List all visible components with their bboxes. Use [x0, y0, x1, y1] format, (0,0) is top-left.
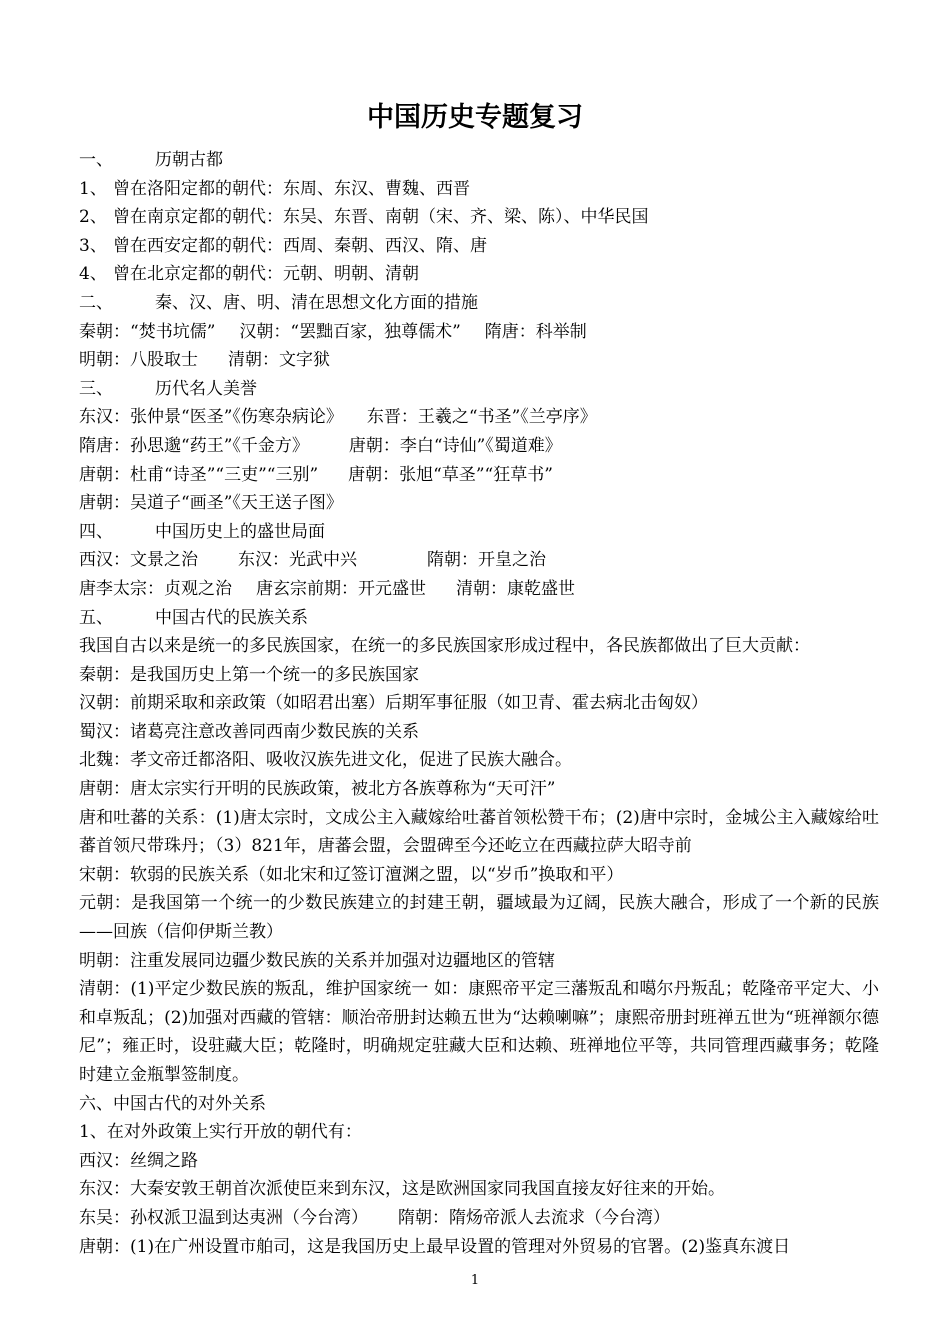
text-segment: 清朝：康乾盛世 — [456, 578, 575, 599]
page-title: 中国历史专题复习 — [367, 102, 583, 133]
list-item — [79, 175, 879, 204]
section-heading-capitals — [79, 146, 879, 175]
text-segment: 唐玄宗前期：开元盛世 — [256, 578, 426, 599]
text-segment: 汉朝：“罢黜百家，独尊儒术” — [239, 321, 461, 342]
document-body — [79, 146, 879, 1261]
item-number: 2、 — [79, 207, 107, 228]
text-line: 明朝：注重发展同边疆少数民族的关系并加强对边疆地区的管辖 — [79, 950, 555, 971]
paragraph: 唐和吐蕃的关系：(1)唐太宗时，文成公主入藏嫁给吐蕃首领松赞干布；(2)唐中宗时，金城公主入藏嫁给吐蕃首领尺带珠丹；（3）821年，唐蕃会盟，会盟碑至今还屹立在西藏拉萨大昭寺前 — [79, 807, 879, 857]
section-title: 秦、汉、唐、明、清在思想文化方面的措施 — [155, 292, 478, 313]
text-line — [79, 489, 879, 518]
section-number: 四、 — [79, 521, 113, 542]
section-title: 历代名人美誉 — [155, 378, 257, 399]
text-line — [79, 1204, 879, 1233]
text-line: 宋朝：软弱的民族关系（如北宋和辽签订澶渊之盟，以“岁币”换取和平） — [79, 864, 624, 885]
section-number: 五、 — [79, 607, 113, 628]
section-number: 一、 — [79, 150, 113, 170]
text-line: 蜀汉：诸葛亮注意改善同西南少数民族的关系 — [79, 721, 419, 742]
text-line: 我国自古以来是统一的多民族国家，在统一的多民族国家形成过程中，各民族都做出了巨大贡献： — [79, 636, 810, 657]
text-line: 汉朝：前期采取和亲政策（如昭君出塞）后期军事征服（如卫青、霍去病北击匈奴） — [79, 693, 708, 714]
list-item — [79, 232, 879, 261]
text-segment: 唐朝：杜甫“诗圣”“三吏”“三别” — [79, 464, 319, 485]
section-number: 二、 — [79, 292, 113, 313]
section-title: 中国历史上的盛世局面 — [155, 521, 325, 542]
section-heading-famous-people — [79, 375, 879, 404]
text-segment: 东吴：孙权派卫温到达夷洲（今台湾） — [79, 1207, 368, 1228]
section-heading-culture — [79, 289, 879, 318]
text-line — [79, 403, 879, 432]
text-line — [79, 461, 879, 490]
list-item — [79, 203, 879, 232]
text-segment: 东汉：张仲景“医圣”《伤寒杂病论》 — [79, 407, 343, 428]
text-line — [79, 432, 879, 461]
text-segment: 唐朝：吴道子“画圣”《天王送子图》 — [79, 493, 343, 514]
text-segment: 唐李太宗：贞观之治 — [79, 578, 232, 599]
text-line: 北魏：孝文帝迁都洛阳、吸收汉族先进文化，促进了民族大融合。 — [79, 750, 572, 771]
subheading: 1、在对外政策上实行开放的朝代有： — [79, 1122, 362, 1143]
section-heading-ethnic-relations — [79, 604, 879, 633]
text-segment: 隋朝：开皇之治 — [427, 550, 546, 571]
text-segment: 西汉：文景之治 — [79, 550, 198, 571]
list-item — [79, 260, 879, 289]
item-number: 1、 — [79, 178, 107, 199]
section-heading-golden-ages — [79, 518, 879, 547]
text-segment: 清朝：文字狱 — [228, 350, 330, 371]
item-text: 曾在南京定都的朝代：东吴、东晋、南朝（宋、齐、梁、陈）、中华民国 — [113, 207, 649, 228]
item-number: 4、 — [79, 264, 107, 285]
page-number: 1 — [470, 1273, 480, 1288]
text-line: 西汉：丝绸之路 — [79, 1150, 198, 1171]
item-text: 曾在北京定都的朝代：元朝、明朝、清朝 — [113, 264, 419, 285]
text-segment: 明朝：八股取士 — [79, 350, 198, 371]
item-number: 3、 — [79, 235, 107, 256]
text-line — [79, 318, 879, 347]
text-line — [79, 346, 879, 375]
paragraph: 元朝：是我国第一个统一的少数民族建立的封建王朝，疆域最为辽阔，民族大融合，形成了一个新的民族——回族（信仰伊斯兰教） — [79, 893, 879, 943]
text-line: 东汉：大秦安敦王朝首次派使臣来到东汉，这是欧洲国家同我国直接友好往来的开始。 — [79, 1179, 725, 1200]
text-line: 秦朝：是我国历史上第一个统一的多民族国家 — [79, 664, 419, 685]
paragraph: 清朝：(1)平定少数民族的叛乱，维护国家统一 如：康熙帝平定三藩叛乱和噶尔丹叛乱；乾隆帝平定大、小和卓叛乱；(2)加强对西藏的管辖：顺治帝册封达赖五世为“达赖喇嘛”；康熙帝册封班禅五世为“班禅额尔德尼”；雍正时，设驻藏大臣；乾隆时，明确规定驻藏大臣和达赖、班禅地位平等，共同管理西藏事务；乾隆时建立金瓶掣签制度。 — [79, 979, 879, 1085]
text-segment: 东汉：光武中兴 — [238, 550, 357, 571]
text-line — [79, 546, 879, 575]
text-line: 唐朝：唐太宗实行开明的民族政策，被北方各族尊称为“天可汗” — [79, 779, 556, 800]
text-segment: 隋唐：孙思邈“药王”《千金方》 — [79, 435, 309, 456]
text-line — [79, 575, 879, 604]
text-segment: 唐朝：张旭“草圣”“狂草书” — [348, 464, 553, 485]
text-line: 唐朝：(1)在广州设置市舶司，这是我国历史上最早设置的管理对外贸易的官署。(2)鉴真东渡日 — [79, 1236, 791, 1257]
text-segment: 隋唐：科举制 — [484, 321, 587, 342]
section-heading-foreign-relations: 六、中国古代的对外关系 — [79, 1093, 266, 1114]
text-segment: 东晋：王羲之“书圣”《兰亭序》 — [366, 407, 597, 428]
text-segment: 秦朝：“焚书坑儒” — [79, 321, 216, 342]
text-segment: 隋朝：隋炀帝派人去流求（今台湾） — [398, 1207, 670, 1228]
item-text: 曾在洛阳定都的朝代：东周、东汉、曹魏、西晋 — [113, 178, 470, 199]
section-title: 中国古代的民族关系 — [155, 607, 308, 628]
item-text: 曾在西安定都的朝代：西周、秦朝、西汉、隋、唐 — [113, 235, 487, 256]
section-title: 历朝古都 — [155, 150, 223, 170]
section-number: 三、 — [79, 378, 113, 399]
text-segment: 唐朝：李白“诗仙”《蜀道难》 — [348, 435, 562, 456]
